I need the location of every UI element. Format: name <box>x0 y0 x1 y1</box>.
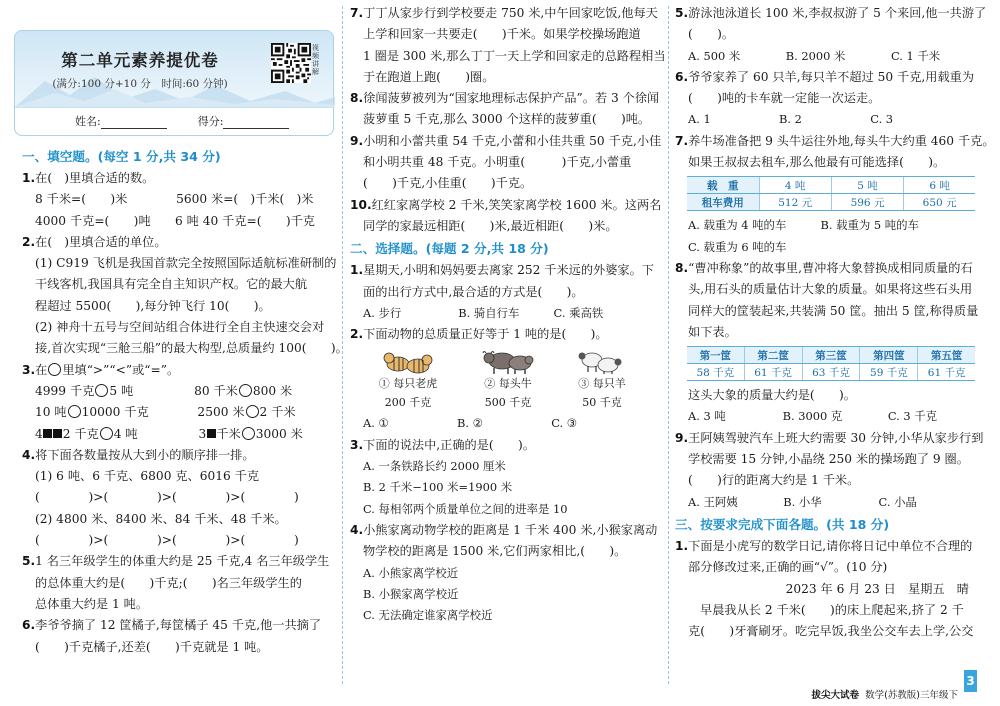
compare-circle[interactable] <box>68 405 81 418</box>
question-text-line: 程超过 5500( ),每分钟飞行 10( )。 <box>35 298 271 313</box>
table-cell: 63 千克 <box>802 364 860 381</box>
animal-option <box>468 347 548 410</box>
table-cell: 5 吨 <box>831 177 903 194</box>
question-number: 2. <box>22 234 36 249</box>
question-text: 小熊家离动物学校的距离是 1 千米 400 米,小猴家离动 <box>363 522 658 537</box>
question-text-line: 物学校的距离是 1500 米,它们两家相比,( )。 <box>363 544 627 559</box>
hidden-digit-square <box>53 429 62 438</box>
question-number: 4. <box>350 522 364 537</box>
qr-code-icon[interactable] <box>271 43 311 83</box>
question-text: 小明和小蕾共重 54 千克,小蕾和小佳共重 50 千克,小佳 <box>363 133 662 148</box>
name-field[interactable] <box>101 117 167 129</box>
question-text-line: 干线客机,我国具有完全自主知识产权。它的最大航 <box>35 277 307 292</box>
animal-label: ③ 每只羊 <box>578 377 626 391</box>
question-text-line: 同学的家最远相距( )米,最近相距( )米。 <box>363 218 618 233</box>
table-row <box>687 177 975 194</box>
question-number: 9. <box>350 133 364 148</box>
question-number: 3. <box>350 437 364 452</box>
question-text: 王阿姨驾驶汽车上班大约需要 30 分钟,小华从家步行到 <box>688 430 984 445</box>
table-row <box>687 347 975 364</box>
question-text-line: (2) 4800 米、8400 米、84 千米、48 千米。 <box>35 511 287 526</box>
question-text-line: ( )>( )>( )>( ) <box>35 490 299 505</box>
question-number: 10. <box>350 197 372 212</box>
question-number: 1. <box>350 263 364 278</box>
choice-options: A. 500 米 B. 2000 米 C. 1 千米 <box>688 48 941 63</box>
table-header-cell: 第三筐 <box>802 347 860 364</box>
table-cell: 650 元 <box>904 194 975 211</box>
question-text-line: ( )千克橘子,还差( )千克就是 1 吨。 <box>35 639 269 654</box>
question-line <box>350 131 662 152</box>
animal-label: ② 每头牛 <box>484 377 532 391</box>
question-line <box>350 435 662 456</box>
question-text-line: 8 千米=( )米 5600 米=( )千米( )米 <box>35 192 314 207</box>
animal-weight: 200 千克 <box>384 396 432 410</box>
name-score-bar <box>15 107 333 135</box>
question-line <box>675 3 987 24</box>
question-number: 7. <box>675 133 689 148</box>
question-text-line: 上学和回家一共要走( )千米。如果学校操场跑道 <box>363 27 641 42</box>
table-cell: 6 吨 <box>904 177 975 194</box>
question-line <box>675 67 975 88</box>
question-text-line: 于在跑道上跑( )圈。 <box>363 69 495 84</box>
table-header-cell: 第一筐 <box>687 347 744 364</box>
compare-circle[interactable] <box>239 384 252 397</box>
question-number: 6. <box>675 69 689 84</box>
question-line <box>350 88 662 109</box>
column-divider <box>668 6 669 684</box>
question-text: 1 名三年级学生的体重大约是 25 千克,4 名三年级学生 <box>35 554 330 569</box>
section-heading: 三、按要求完成下面各题。(共 18 分) <box>675 516 890 532</box>
choice-options: C. 载重为 6 吨的车 <box>688 239 787 254</box>
footer-subject: 数学(苏教版)三年级下 <box>865 690 958 701</box>
hidden-digit-square <box>207 429 216 438</box>
compare-circle[interactable] <box>246 405 259 418</box>
cow-icon <box>482 347 534 375</box>
sheep-icon <box>576 347 628 375</box>
question-line <box>350 195 662 216</box>
choice-options: A. 1 B. 2 C. 3 <box>688 112 894 127</box>
question-text-line: 总体重大约是 1 吨。 <box>35 596 149 611</box>
question-text-line: (1) 6 吨、6 千克、6800 克、6016 千克 <box>35 469 260 484</box>
diary-date: 2023 年 6 月 23 日 星期五 晴 <box>785 581 969 596</box>
basket-weight-table <box>687 346 975 381</box>
name-label: 姓名: <box>75 115 101 128</box>
section-heading: 二、选择题。(每题 2 分,共 18 分) <box>350 241 549 257</box>
question-text-line: 1 圈是 300 米,那么丁丁一天上学和回家走的总路程相当 <box>363 48 666 63</box>
score-field[interactable] <box>223 117 289 129</box>
question-text-line: (2) 神舟十五号与空间站组合体进行全自主快速交会对 <box>35 320 325 335</box>
table-cell: 4 吨 <box>759 177 831 194</box>
question-text-line: 部分修改过来,正确的画“√”。(10 分) <box>688 560 888 575</box>
question-text-line: 如果王叔叔去租车,那么他最有可能选择( )。 <box>688 155 946 170</box>
question-text: 星期天,小明和妈妈要去离家 252 千米远的外婆家。下 <box>363 263 654 278</box>
choice-options: A. 一条铁路长约 2000 厘米 <box>363 459 506 474</box>
question-number: 6. <box>22 618 36 633</box>
table-header-cell: 第四筐 <box>860 347 918 364</box>
question-text-line: 如下表。 <box>688 324 737 339</box>
question-text-line: ( )>( )>( )>( ) <box>35 533 299 548</box>
question-text-line: 学校需要 15 分钟,小晶绕 250 米的操场跑了 9 圈。 <box>688 452 969 467</box>
truck-rental-table <box>687 176 975 211</box>
table-header-cell: 第五筐 <box>918 347 975 364</box>
question-text-line: 这头大象的质量大约是( )。 <box>688 388 856 403</box>
question-text-line: ( )。 <box>688 27 735 42</box>
question-line <box>22 232 335 253</box>
question-text-line: ( )千克,小佳重( )千克。 <box>363 176 533 191</box>
section-heading: 一、填空题。(每空 1 分,共 34 分) <box>22 149 221 164</box>
column-right <box>675 3 995 706</box>
table-header-cell: 租车费用 <box>687 194 759 211</box>
table-cell: 512 元 <box>759 194 831 211</box>
question-text-line: 接,首次实现“三舱三船”的最大构型,总质量约 100( )。 <box>35 341 348 356</box>
question-text-line: ( )行的距离大约是 1 千米。 <box>688 473 860 488</box>
question-text-line: 10 吨 10000 千克 2500 米 2 千米 <box>35 405 296 420</box>
table-cell: 61 千克 <box>744 364 802 381</box>
question-text: 养牛场准备把 9 头牛运往外地,每头牛大约重 460 千克。 <box>688 133 995 148</box>
question-line <box>22 168 335 189</box>
question-text: 红红家离学校 2 千米,笑笑家离学校 1600 米。这两名 <box>371 197 662 212</box>
choice-options: A. 王阿姨 B. 小华 C. 小晶 <box>688 494 917 509</box>
question-text-line: 面的出行方式中,最合适的方式是( )。 <box>363 284 584 299</box>
choice-options: A. 步行 B. 骑自行车 C. 乘高铁 <box>363 305 604 320</box>
choice-options: C. 每相邻两个质量单位之间的进率是 10 <box>363 501 568 516</box>
question-text-line: 的总体重大约是( )千克;( )名三年级学生的 <box>35 575 302 590</box>
animal-weight: 50 千克 <box>582 396 622 410</box>
table-header-cell: 第二筐 <box>744 347 802 364</box>
page-title: 第二单元素养提优卷 <box>61 51 219 70</box>
page-number: 3 <box>964 670 977 692</box>
header-card <box>14 30 334 136</box>
choice-options: A. 载重为 4 吨的车 B. 载重为 5 吨的车 <box>688 218 919 233</box>
qr-label: 视频讲解 <box>312 44 319 76</box>
question-text-line: ( )吨的卡车就一定能一次运走。 <box>688 91 881 106</box>
question-line <box>350 3 662 24</box>
compare-circle[interactable] <box>95 384 108 397</box>
question-text: 游泳池泳道长 100 米,李叔叔游了 5 个来回,他一共游了 <box>688 6 987 20</box>
question-text: 丁丁从家步行到学校要走 750 米,中午回家吃饭,他每天 <box>363 6 658 20</box>
footer <box>812 687 958 701</box>
question-number: 4. <box>22 447 36 462</box>
question-text-line: 早晨我从长 2 千米( )的床上爬起来,挤了 2 千 <box>700 602 964 617</box>
question-text: 徐闻菠萝被列为“国家地理标志保护产品”。若 3 个徐闻 <box>363 91 660 106</box>
choice-options: A. 3 吨 B. 3000 克 C. 3 千克 <box>688 409 938 424</box>
question-number: 5. <box>675 6 689 20</box>
question-text: 在( )里填合适的单位。 <box>35 234 167 249</box>
question-text-line: (1) C919 飞机是我国首款完全按照国际适航标准研制的 <box>35 256 337 271</box>
choice-options: B. 小猴家离学校近 <box>363 586 459 601</box>
question-number: 1. <box>22 171 36 185</box>
animal-option <box>562 347 642 410</box>
question-text-line: 克( )牙膏刷牙。吃完早饭,我坐公交车去上学,公交 <box>688 624 974 639</box>
question-line <box>22 360 335 381</box>
column-left <box>22 145 348 706</box>
animal-weight: 500 千克 <box>484 396 532 410</box>
question-text-line: 菠萝重 5 千克,那么 3000 个这样的菠萝重( )吨。 <box>363 112 651 127</box>
question-number: 8. <box>675 260 689 275</box>
question-number: 9. <box>675 430 689 445</box>
question-number: 3. <box>22 362 36 377</box>
compare-circle[interactable] <box>100 427 113 440</box>
question-line <box>350 324 662 345</box>
choice-options: C. 无法确定谁家离学校近 <box>363 608 493 623</box>
column-middle <box>350 3 666 706</box>
question-number: 8. <box>350 91 364 106</box>
choice-options: B. 2 千米−100 米=1900 米 <box>363 480 513 495</box>
choice-options: A. ① B. ② C. ③ <box>363 416 577 431</box>
question-line <box>350 260 662 281</box>
question-number: 1. <box>675 538 689 553</box>
question-number: 2. <box>350 327 364 342</box>
table-row <box>687 194 975 211</box>
compare-circle[interactable] <box>242 427 255 440</box>
question-text-line: 同样大的筐装起来,共装满 50 筐。抽出 5 筐,称得质量 <box>688 303 979 318</box>
question-line <box>22 615 335 636</box>
question-text: 在( )里填合适的数。 <box>35 171 155 185</box>
question-text-line: 头,用石头的质量估计大象的质量。如果将这些石头用 <box>688 282 973 297</box>
hidden-digit-square <box>43 429 52 438</box>
question-line <box>675 131 995 152</box>
tiger-icon <box>382 347 434 375</box>
question-text: 下面动物的总质量正好等于 1 吨的是( )。 <box>363 327 608 342</box>
question-text: 李爷爷摘了 12 筐橘子,每筐橘子 45 千克,他一共摘了 <box>35 618 321 633</box>
question-text: 下面是小虎写的数学日记,请你将日记中单位不合理的 <box>688 538 973 553</box>
question-text: 在 里填“>”“<”或“=”。 <box>35 362 180 377</box>
animal-label: ① 每只老虎 <box>378 377 438 391</box>
question-line <box>22 445 335 466</box>
question-line <box>675 428 984 449</box>
footer-brand: 拔尖大试卷 <box>811 690 860 701</box>
question-line <box>350 520 662 541</box>
question-text: 将下面各数量按从大到小的顺序排一排。 <box>35 447 255 462</box>
question-number: 5. <box>22 554 36 569</box>
question-text-line: 4 2 千克 4 吨 3 千米 3000 米 <box>35 426 303 441</box>
table-cell: 596 元 <box>831 194 903 211</box>
choice-options: A. 小熊家离学校近 <box>363 565 459 580</box>
table-cell: 58 千克 <box>687 364 744 381</box>
question-text-line: 和小明共重 48 千克。小明重( )千克,小蕾重 <box>363 155 632 170</box>
question-text: 爷爷家养了 60 只羊,每只羊不超过 50 千克,用载重为 <box>688 69 974 84</box>
question-text-line: 4999 千克 5 吨 80 千米 800 米 <box>35 383 293 398</box>
table-row <box>687 364 975 381</box>
compare-circle[interactable] <box>48 363 61 376</box>
question-line <box>675 258 975 279</box>
score-label: 得分: <box>197 115 224 128</box>
question-line <box>22 551 335 572</box>
table-cell: 59 千克 <box>860 364 918 381</box>
table-header-cell: 载 重 <box>687 177 759 194</box>
animal-options <box>350 347 662 413</box>
page-subtitle: (满分:100 分+10 分 时间:60 分钟) <box>52 78 228 90</box>
question-line <box>675 536 975 557</box>
question-text-line: 4000 千克=( )吨 6 吨 40 千克=( )千克 <box>35 213 315 228</box>
question-text: “曹冲称象”的故事里,曹冲将大象替换成相同质量的石 <box>688 260 973 275</box>
question-text: 下面的说法中,正确的是( )。 <box>363 437 535 452</box>
table-cell: 61 千克 <box>918 364 975 381</box>
animal-option <box>368 347 448 410</box>
question-number: 7. <box>350 6 364 20</box>
